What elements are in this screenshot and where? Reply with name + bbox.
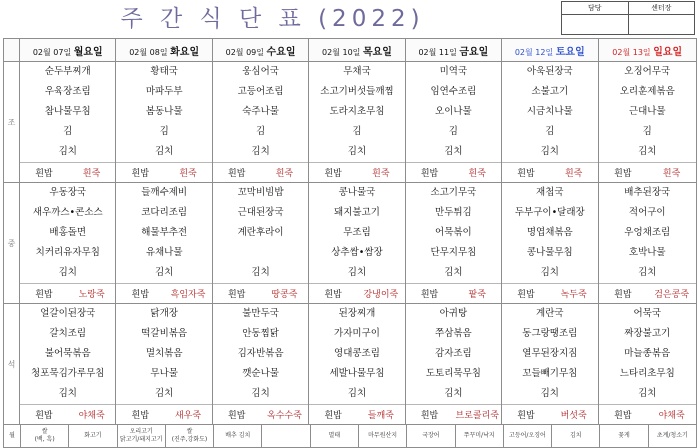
menu-porridge: 흰죽 — [564, 168, 583, 179]
origin-cell: 마무원산지 — [358, 425, 406, 448]
menu-item: 청포묵김가루무침 — [31, 368, 105, 379]
menu-porridge: 흰밥 — [228, 168, 246, 179]
menu-cell — [212, 304, 308, 425]
menu-item: 동그랑땡조림 — [522, 328, 578, 339]
menu-porridge: 흰밥 — [614, 168, 632, 179]
day-weekday: 일요일 — [653, 46, 683, 58]
day-date: 02월 07일 — [32, 47, 72, 57]
menu-item: 김 — [159, 126, 169, 137]
origin-cell: 배추 김치 — [214, 425, 262, 448]
day-date: 02월 09일 — [225, 47, 264, 57]
meal-label: 석 — [4, 304, 20, 425]
day-header — [212, 39, 308, 62]
menu-item: 마늘종볶음 — [624, 348, 671, 359]
menu-porridge: 흰밥 — [324, 410, 342, 421]
menu-item: 호박나물 — [628, 247, 666, 258]
menu-item: 무조림 — [343, 227, 371, 238]
menu-porridge: 노랑죽 — [78, 289, 105, 300]
menu-item: 어묵국 — [633, 308, 662, 319]
menu-item: 김치 — [58, 388, 77, 399]
menu-item: 김치 — [347, 267, 367, 278]
menu-porridge: 흰밥 — [35, 410, 53, 421]
menu-item: 닭개장 — [150, 308, 178, 319]
menu-cell — [502, 183, 598, 304]
menu-item: 단무지무침 — [430, 247, 477, 258]
menu-item: 계란국 — [536, 308, 564, 319]
menu-item: 영대콩조림 — [334, 348, 380, 359]
menu-porridge: 땅콩죽 — [271, 289, 298, 300]
menu-porridge: 흰밥 — [614, 289, 632, 300]
origin-cell: 쭈꾸미/낙지 — [455, 425, 503, 448]
menu-item: 콩나물무침 — [526, 247, 573, 258]
origin-cell: 김치 — [552, 425, 600, 448]
menu-item: 우엉채조림 — [624, 227, 671, 238]
day-date: 02월 13일 — [612, 47, 651, 57]
meal-row — [4, 183, 697, 304]
menu-item: 아귀탕 — [439, 308, 468, 319]
menu-item: 김 — [545, 126, 555, 137]
menu-porridge: 흰밥 — [35, 168, 53, 179]
menu-item: 멸치볶음 — [145, 348, 183, 359]
menu-cell — [502, 62, 598, 183]
menu-porridge: 흰밥 — [228, 289, 246, 300]
menu-item: 재첩국 — [536, 187, 564, 198]
menu-item: 김치 — [251, 146, 270, 157]
menu-item: 우육장조림 — [44, 86, 91, 97]
menu-item: 김치 — [58, 267, 77, 278]
menu-cell — [20, 304, 116, 425]
menu-item: 해물부추전 — [141, 227, 188, 238]
menu-item: 배홍돌면 — [49, 227, 87, 238]
origin-cell: 멸태 — [310, 425, 358, 448]
menu-item: 김 — [642, 126, 652, 137]
menu-item: 김 — [63, 126, 73, 137]
menu-item: 김치 — [638, 388, 657, 399]
menu-item — [213, 243, 308, 263]
menu-item: 마파두부 — [145, 86, 183, 97]
menu-item: 미역국 — [439, 66, 468, 77]
menu-porridge: 흰밥 — [420, 168, 439, 179]
origin-cell: 꽃게 — [600, 425, 648, 448]
menu-cell — [598, 62, 697, 183]
approval-label-director: 센터장 — [628, 2, 695, 15]
menu-cell — [20, 62, 116, 183]
menu-item: 계란후라이 — [237, 227, 284, 238]
menu-item: 김치 — [154, 267, 174, 278]
menu-item: 꼬들빼기무침 — [522, 368, 578, 379]
approval-signature-director[interactable] — [628, 15, 695, 35]
day-header — [405, 39, 501, 62]
menu-cell — [405, 304, 501, 425]
menu-cell — [309, 62, 405, 183]
origin-cell: 국장어 — [407, 425, 455, 448]
menu-porridge: 흰죽 — [275, 168, 294, 179]
weekly-menu-table — [3, 38, 697, 425]
day-date: 02월 10일 — [322, 47, 361, 57]
approval-label-staff: 담당 — [562, 2, 629, 15]
day-weekday: 금요일 — [459, 46, 489, 58]
menu-porridge: 흰밥 — [228, 410, 246, 421]
menu-cell — [116, 304, 212, 425]
day-weekday: 월요일 — [73, 46, 103, 58]
menu-item: 떡갈비볶음 — [141, 328, 188, 339]
day-weekday: 토요일 — [555, 46, 585, 58]
menu-item: 불만두국 — [242, 308, 279, 319]
menu-item: 안동찜닭 — [242, 328, 279, 339]
day-weekday: 수요일 — [266, 46, 296, 58]
day-date: 02월 11일 — [418, 47, 457, 57]
menu-cell — [598, 183, 697, 304]
menu-item: 김치 — [444, 267, 463, 278]
menu-porridge: 브로콜리죽 — [455, 410, 499, 421]
menu-item: 깻순나물 — [242, 368, 279, 379]
menu-item: 치커리유자무침 — [35, 247, 100, 258]
menu-item: 쭈삼볶음 — [435, 328, 472, 339]
menu-porridge: 흰밥 — [324, 168, 342, 179]
menu-porridge: 흰밥 — [420, 289, 439, 300]
menu-cell — [309, 304, 405, 425]
menu-item: 감자조림 — [435, 348, 472, 359]
menu-porridge: 팥죽 — [468, 289, 486, 300]
menu-item: 도토리묵무침 — [425, 368, 481, 379]
meal-row — [4, 62, 697, 183]
menu-item: 콩나물국 — [338, 187, 376, 198]
menu-porridge: 흰죽 — [662, 168, 681, 179]
menu-item: 무채국 — [343, 66, 371, 77]
menu-item: 김치 — [540, 388, 559, 399]
menu-item: 김치 — [347, 388, 367, 399]
origin-cell: 오리고기 닭고기/돼지고기 — [117, 425, 165, 448]
menu-item: 김치 — [347, 146, 367, 157]
menu-item: 무나물 — [150, 368, 178, 379]
menu-item: 유채나물 — [145, 247, 183, 258]
menu-item: 순두부찌개 — [44, 66, 91, 77]
menu-item: 짜장불고기 — [624, 328, 671, 339]
menu-item: 꼬막비빔밥 — [237, 187, 284, 198]
origin-cell: 초계/청소기 — [648, 425, 696, 448]
menu-item: 김치 — [444, 146, 463, 157]
menu-item: 느타리초무침 — [619, 368, 675, 379]
day-header — [502, 39, 598, 62]
menu-cell — [598, 304, 697, 425]
corner-cell — [4, 39, 20, 62]
menu-item: 임연수조림 — [430, 86, 477, 97]
origin-cell: 화고기 — [69, 425, 117, 448]
menu-item: 돼지불고기 — [334, 207, 380, 218]
menu-porridge: 녹두죽 — [560, 289, 587, 300]
menu-item: 명엽채볶음 — [526, 227, 573, 238]
menu-porridge: 검은콩죽 — [654, 289, 690, 300]
day-weekday: 목요일 — [362, 46, 392, 58]
menu-porridge: 흰밥 — [420, 410, 439, 421]
menu-item: 소고기버섯들깨찜 — [320, 86, 394, 97]
menu-cell — [502, 304, 598, 425]
menu-item: 코다리조림 — [141, 207, 188, 218]
menu-porridge: 들깨죽 — [367, 410, 394, 421]
menu-item: 소고기무국 — [430, 187, 477, 198]
menu-item: 된장찌개 — [338, 308, 376, 319]
menu-item: 김자반볶음 — [237, 348, 284, 359]
day-date: 02월 12일 — [514, 47, 554, 57]
menu-item: 상추쌈•쌈장 — [331, 247, 383, 258]
menu-item: 봄동나물 — [145, 106, 183, 117]
menu-item: 오이나물 — [435, 106, 472, 117]
menu-porridge: 흰밥 — [35, 289, 53, 300]
menu-porridge: 흰죽 — [468, 168, 486, 179]
menu-item: 새우까스•콘소스 — [32, 207, 103, 218]
menu-item: 시금치나물 — [526, 106, 573, 117]
origin-cell: 쌀 (백, 흑) — [21, 425, 69, 448]
menu-porridge: 흰죽 — [372, 168, 390, 179]
menu-cell — [405, 183, 501, 304]
origin-cell: 쌀 (진주,강화도) — [165, 425, 213, 448]
menu-porridge: 흰죽 — [179, 168, 197, 179]
menu-item: 김치 — [154, 388, 174, 399]
menu-item: 들깨수제비 — [141, 187, 188, 198]
menu-item: 가자미구이 — [334, 328, 380, 339]
menu-porridge: 옥수수죽 — [267, 410, 302, 421]
menu-item: 웅심어국 — [242, 66, 279, 77]
day-weekday: 화요일 — [170, 46, 200, 58]
menu-porridge: 흰죽 — [82, 168, 101, 179]
menu-item: 근대나물 — [628, 106, 666, 117]
day-header — [309, 39, 405, 62]
menu-item: 열무된장지짐 — [522, 348, 578, 359]
menu-item: 황태국 — [150, 66, 178, 77]
day-header — [20, 39, 116, 62]
menu-item: 김치 — [444, 388, 463, 399]
menu-cell — [116, 183, 212, 304]
menu-item: 김 — [255, 126, 266, 137]
origin-label: 월 — [4, 425, 21, 448]
origin-cell: 고등어/오징어 — [503, 425, 551, 448]
menu-item: 숙주나물 — [242, 106, 279, 117]
menu-porridge: 버섯죽 — [560, 410, 587, 421]
menu-porridge: 야채죽 — [658, 410, 685, 421]
menu-item: 만두튀김 — [435, 207, 472, 218]
approval-box — [561, 1, 695, 35]
menu-porridge: 흑임자죽 — [170, 289, 206, 300]
menu-item: 두부구이•달래장 — [514, 207, 585, 218]
menu-cell — [116, 62, 212, 183]
menu-item: 김치 — [638, 267, 657, 278]
menu-item: 어묵볶이 — [435, 227, 472, 238]
menu-porridge: 흰밥 — [517, 410, 535, 421]
menu-item: 김치 — [58, 146, 77, 157]
menu-item: 김치 — [540, 146, 559, 157]
menu-item: 배추된장국 — [624, 187, 671, 198]
menu-item: 오리훈제볶음 — [619, 86, 675, 97]
menu-item: 갈치조림 — [49, 328, 87, 339]
meal-label: 조 — [4, 62, 20, 183]
menu-porridge: 야채죽 — [78, 410, 105, 421]
menu-item: 근대된장국 — [237, 207, 284, 218]
day-date: 02월 08일 — [129, 47, 168, 57]
approval-signature-staff[interactable] — [562, 15, 629, 35]
menu-item: 김치 — [251, 388, 270, 399]
origin-info-row — [3, 424, 697, 448]
menu-porridge: 흰밥 — [131, 410, 150, 421]
menu-porridge: 흰밥 — [131, 289, 150, 300]
menu-porridge: 새우죽 — [174, 410, 202, 421]
menu-item: 아욱된장국 — [526, 66, 573, 77]
menu-item: 오징어무국 — [624, 66, 671, 77]
menu-item: 얼갈이된장국 — [40, 308, 96, 319]
menu-item: 세발나물무침 — [329, 368, 385, 379]
menu-porridge: 흰밥 — [517, 289, 535, 300]
meal-label: 중 — [4, 183, 20, 304]
menu-porridge: 강냉이죽 — [363, 289, 399, 300]
menu-cell — [212, 183, 308, 304]
menu-item: 김치 — [540, 267, 559, 278]
menu-porridge: 흰밥 — [131, 168, 150, 179]
menu-item: 도라지초무침 — [329, 106, 385, 117]
menu-item: 김 — [352, 126, 362, 137]
menu-item: 우동장국 — [49, 187, 87, 198]
menu-porridge: 흰밥 — [517, 168, 535, 179]
menu-item: 불어묵볶음 — [44, 348, 91, 359]
day-header — [598, 39, 697, 62]
menu-item: 소불고기 — [531, 86, 569, 97]
origin-cell — [262, 425, 310, 448]
menu-porridge: 흰밥 — [614, 410, 632, 421]
menu-cell — [405, 62, 501, 183]
page-title: 주 간 식 단 표 (2022) — [120, 6, 425, 32]
day-header — [116, 39, 212, 62]
menu-cell — [309, 183, 405, 304]
day-header-row — [4, 39, 697, 62]
meal-row — [4, 304, 697, 425]
menu-cell — [212, 62, 308, 183]
menu-item: 고등어조림 — [237, 86, 284, 97]
menu-cell — [20, 183, 116, 304]
menu-item: 김치 — [154, 146, 174, 157]
menu-item: 김 — [448, 126, 458, 137]
menu-porridge: 흰밥 — [324, 289, 342, 300]
menu-item: 김치 — [638, 146, 657, 157]
menu-item: 참나물무침 — [44, 106, 91, 117]
menu-item: 적어구이 — [628, 207, 666, 218]
menu-item: 김치 — [251, 267, 270, 278]
